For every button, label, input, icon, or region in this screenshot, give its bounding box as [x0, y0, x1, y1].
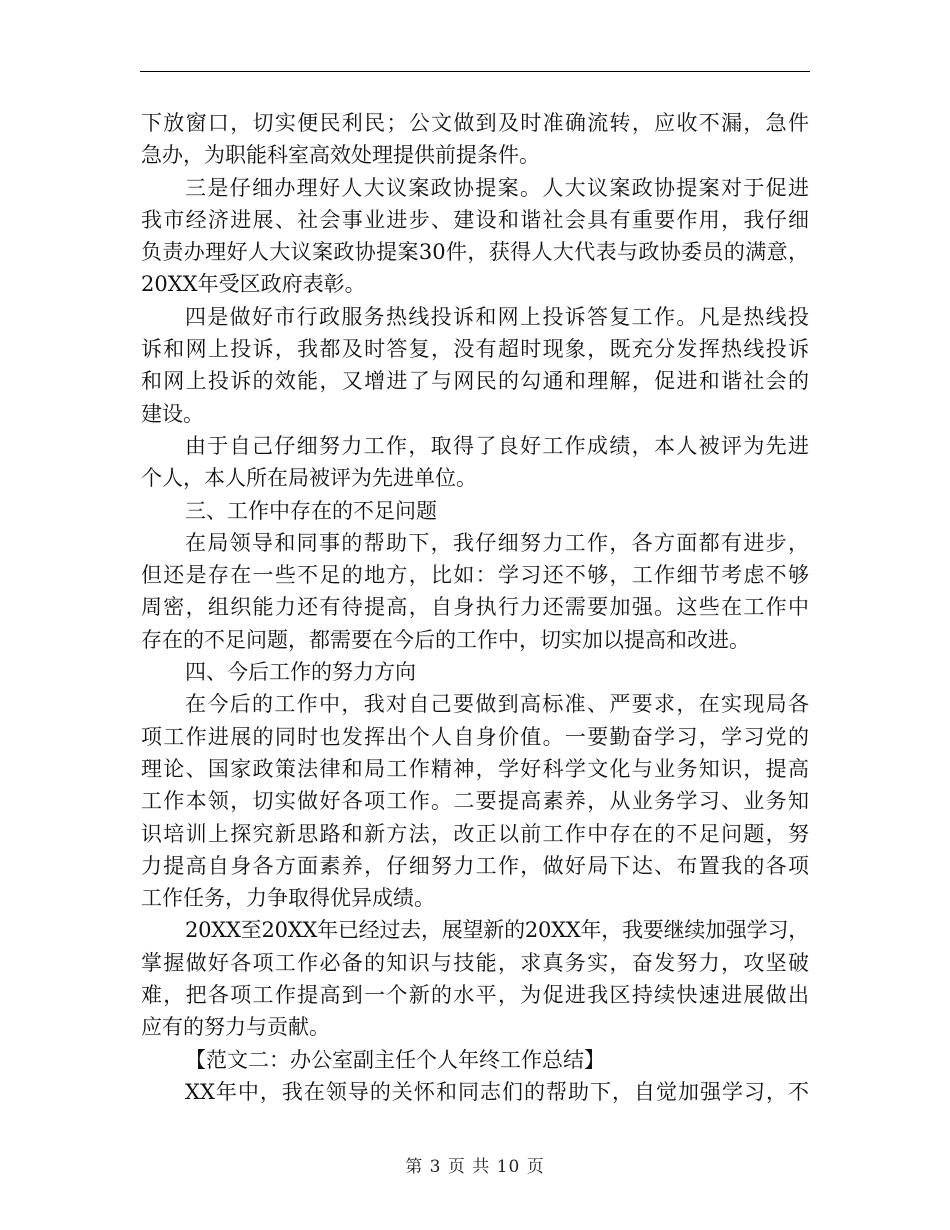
text-line: 诉和网上投诉，我都及时答复，没有超时现象，既充分发挥热线投诉 — [141, 337, 809, 362]
text-line: 难，把各项工作提高到一个新的水平，为促进我区持续快速进展做出 — [141, 983, 809, 1008]
text-line: 工作任务，力争取得优异成绩。 — [141, 886, 435, 911]
text-line: 下放窗口，切实便民利民；公文做到及时准确流转，应收不漏，急件 — [141, 111, 809, 135]
text-line: 存在的不足问题，都需要在今后的工作中，切实加以提高和改进。 — [141, 627, 750, 652]
paragraph-start: 四是做好市行政服务热线投诉和网上投诉答复工作。凡是热线投 — [185, 304, 809, 329]
text-line: 我市经济进展、社会事业进步、建设和谐社会具有重要作用，我仔细 — [141, 207, 809, 232]
paragraph-start: 20XX至20XX年已经过去，展望新的20XX年，我要继续加强学习， — [185, 918, 809, 943]
header-rule — [140, 71, 810, 72]
document-body — [141, 107, 809, 1108]
page-footer: 第 3 页 共 10 页 — [405, 1157, 545, 1177]
text-line: 但还是存在一些不足的地方，比如：学习还不够，工作细节考虑不够 — [141, 563, 809, 588]
text-line: 急办，为职能科室高效处理提供前提条件。 — [141, 143, 540, 168]
text-line: 力提高自身各方面素养，仔细努力工作，做好局下达、布置我的各项 — [141, 853, 809, 878]
paragraph-start: 三是仔细办理好人大议案政协提案。人大议案政协提案对于促进 — [185, 175, 809, 200]
text-line: 识培训上探究新思路和新方法，改正以前工作中存在的不足问题，努 — [141, 821, 809, 846]
paragraph-start: 在今后的工作中，我对自己要做到高标准、严要求，在实现局各 — [185, 692, 809, 717]
text-line: 负责办理好人大议案政协提案30件，获得人大代表与政协委员的满意， — [141, 240, 809, 265]
text-line: 建设。 — [141, 401, 204, 426]
text-line: 应有的努力与贡献。 — [141, 1015, 330, 1040]
text-line: 工作本领，切实做好各项工作。二要提高素养，从业务学习、业务知 — [141, 789, 809, 814]
text-line: 个人，本人所在局被评为先进单位。 — [141, 466, 477, 491]
section-heading: 三、工作中存在的不足问题 — [185, 498, 437, 523]
text-line: 理论、国家政策法律和局工作精神，学好科学文化与业务知识，提高 — [141, 756, 809, 781]
section-heading: 四、今后工作的努力方向 — [185, 660, 416, 685]
text-line: 项工作进展的同时也发挥出个人自身价值。一要勤奋学习，学习党的 — [141, 724, 809, 749]
paragraph-start: XX年中，我在领导的关怀和同志们的帮助下，自觉加强学习，不 — [185, 1079, 809, 1104]
paragraph-start: 在局领导和同事的帮助下，我仔细努力工作，各方面都有进步， — [185, 530, 809, 555]
text-line: 和网上投诉的效能，又增进了与网民的勾通和理解，促进和谐社会的 — [141, 369, 809, 394]
text-line: 20XX年受区政府表彰。 — [141, 272, 366, 297]
text-line: 周密，组织能力还有待提高，自身执行力还需要加强。这些在工作中 — [141, 595, 809, 620]
paragraph-start: 由于自己仔细努力工作，取得了良好工作成绩，本人被评为先进 — [185, 433, 809, 458]
section-heading: 【范文二：办公室副主任个人年终工作总结】 — [185, 1047, 605, 1072]
text-line: 掌握做好各项工作必备的知识与技能，求真务实，奋发努力，攻坚破 — [141, 950, 809, 975]
